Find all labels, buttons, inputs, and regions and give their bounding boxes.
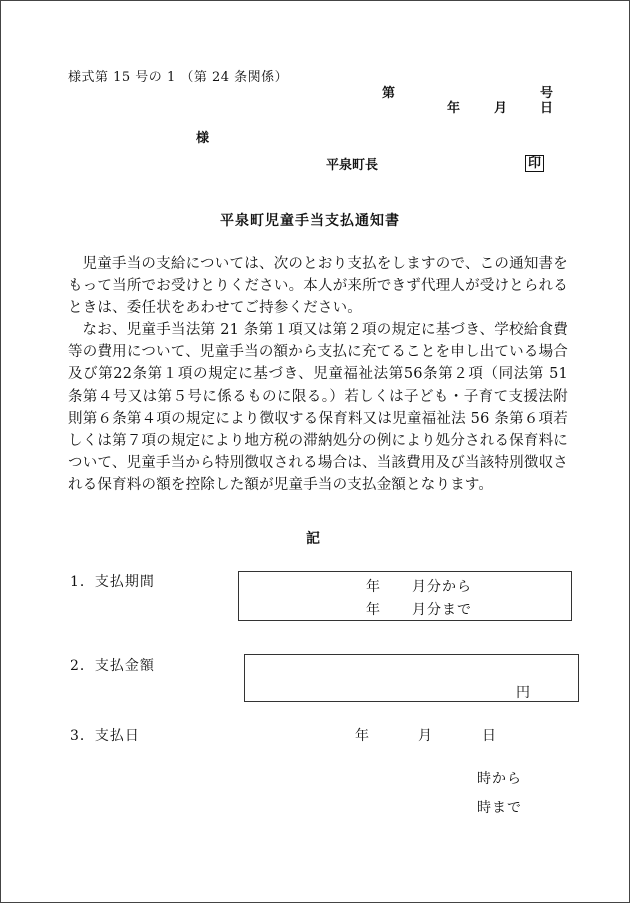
body-paragraph-1: 児童手当の支給については、次のとおり支払をしますので、この通知書をもって当所でお受けとりください。本人が来所できず代理人が受けとられるときは、委任状をあわせてご持参ください。 — [68, 256, 568, 317]
period-to-month: 月分まで — [412, 602, 472, 618]
header-year: 年 — [447, 101, 461, 116]
period-label: 1．支払期間 — [70, 574, 155, 590]
period-to-year: 年 — [366, 602, 381, 618]
body-paragraph-2: なお、児童手当法第 21 条第１項又は第２項の規定に基づき、学校給食費等の費用について、児童手当の額から支払に充てることを申し出ている場合及び第22条第１項の規定に基づき、児童福祉法第56条第２項（同法第 51 条第４号又は第５号に係るものに限る。）若しくは子ども・子育て支援法附則第６条第４項の規定により徴収する保育料又は児童福祉法 56 条第６項若しくは第７項の規定により地方税の滞納処分の例により処分される保育料について、児童手当から特別徴収される場合は、当該費用及び当該特別徴収される保育料の額を控除した額が児童手当の支払金額となります。 — [68, 322, 568, 493]
header-day: 日 — [540, 101, 554, 116]
number-suffix: 号 — [540, 86, 554, 101]
document-title: 平泉町児童手当支払通知書 — [220, 213, 400, 229]
date-month: 月 — [418, 728, 433, 744]
form-number: 様式第 15 号の 1 （第 24 条関係） — [68, 70, 289, 85]
period-from-year: 年 — [366, 579, 381, 595]
date-label: 3．支払日 — [70, 728, 140, 744]
body-text — [68, 253, 568, 496]
date-year: 年 — [355, 728, 370, 744]
header-month: 月 — [494, 101, 508, 116]
addressee-suffix: 様 — [196, 131, 210, 146]
period-from-month: 月分から — [412, 579, 472, 595]
amount-label: 2．支払金額 — [70, 658, 155, 674]
seal-mark — [525, 152, 544, 172]
issuer: 平泉町長 — [326, 158, 379, 173]
period-box — [238, 571, 572, 621]
seal-text: 印 — [525, 155, 544, 172]
ki-heading: 記 — [306, 531, 320, 547]
number-prefix: 第 — [382, 86, 396, 101]
date-day: 日 — [482, 728, 497, 744]
time-to: 時まで — [477, 800, 522, 816]
time-from: 時から — [477, 771, 522, 787]
amount-unit: 円 — [516, 685, 531, 701]
